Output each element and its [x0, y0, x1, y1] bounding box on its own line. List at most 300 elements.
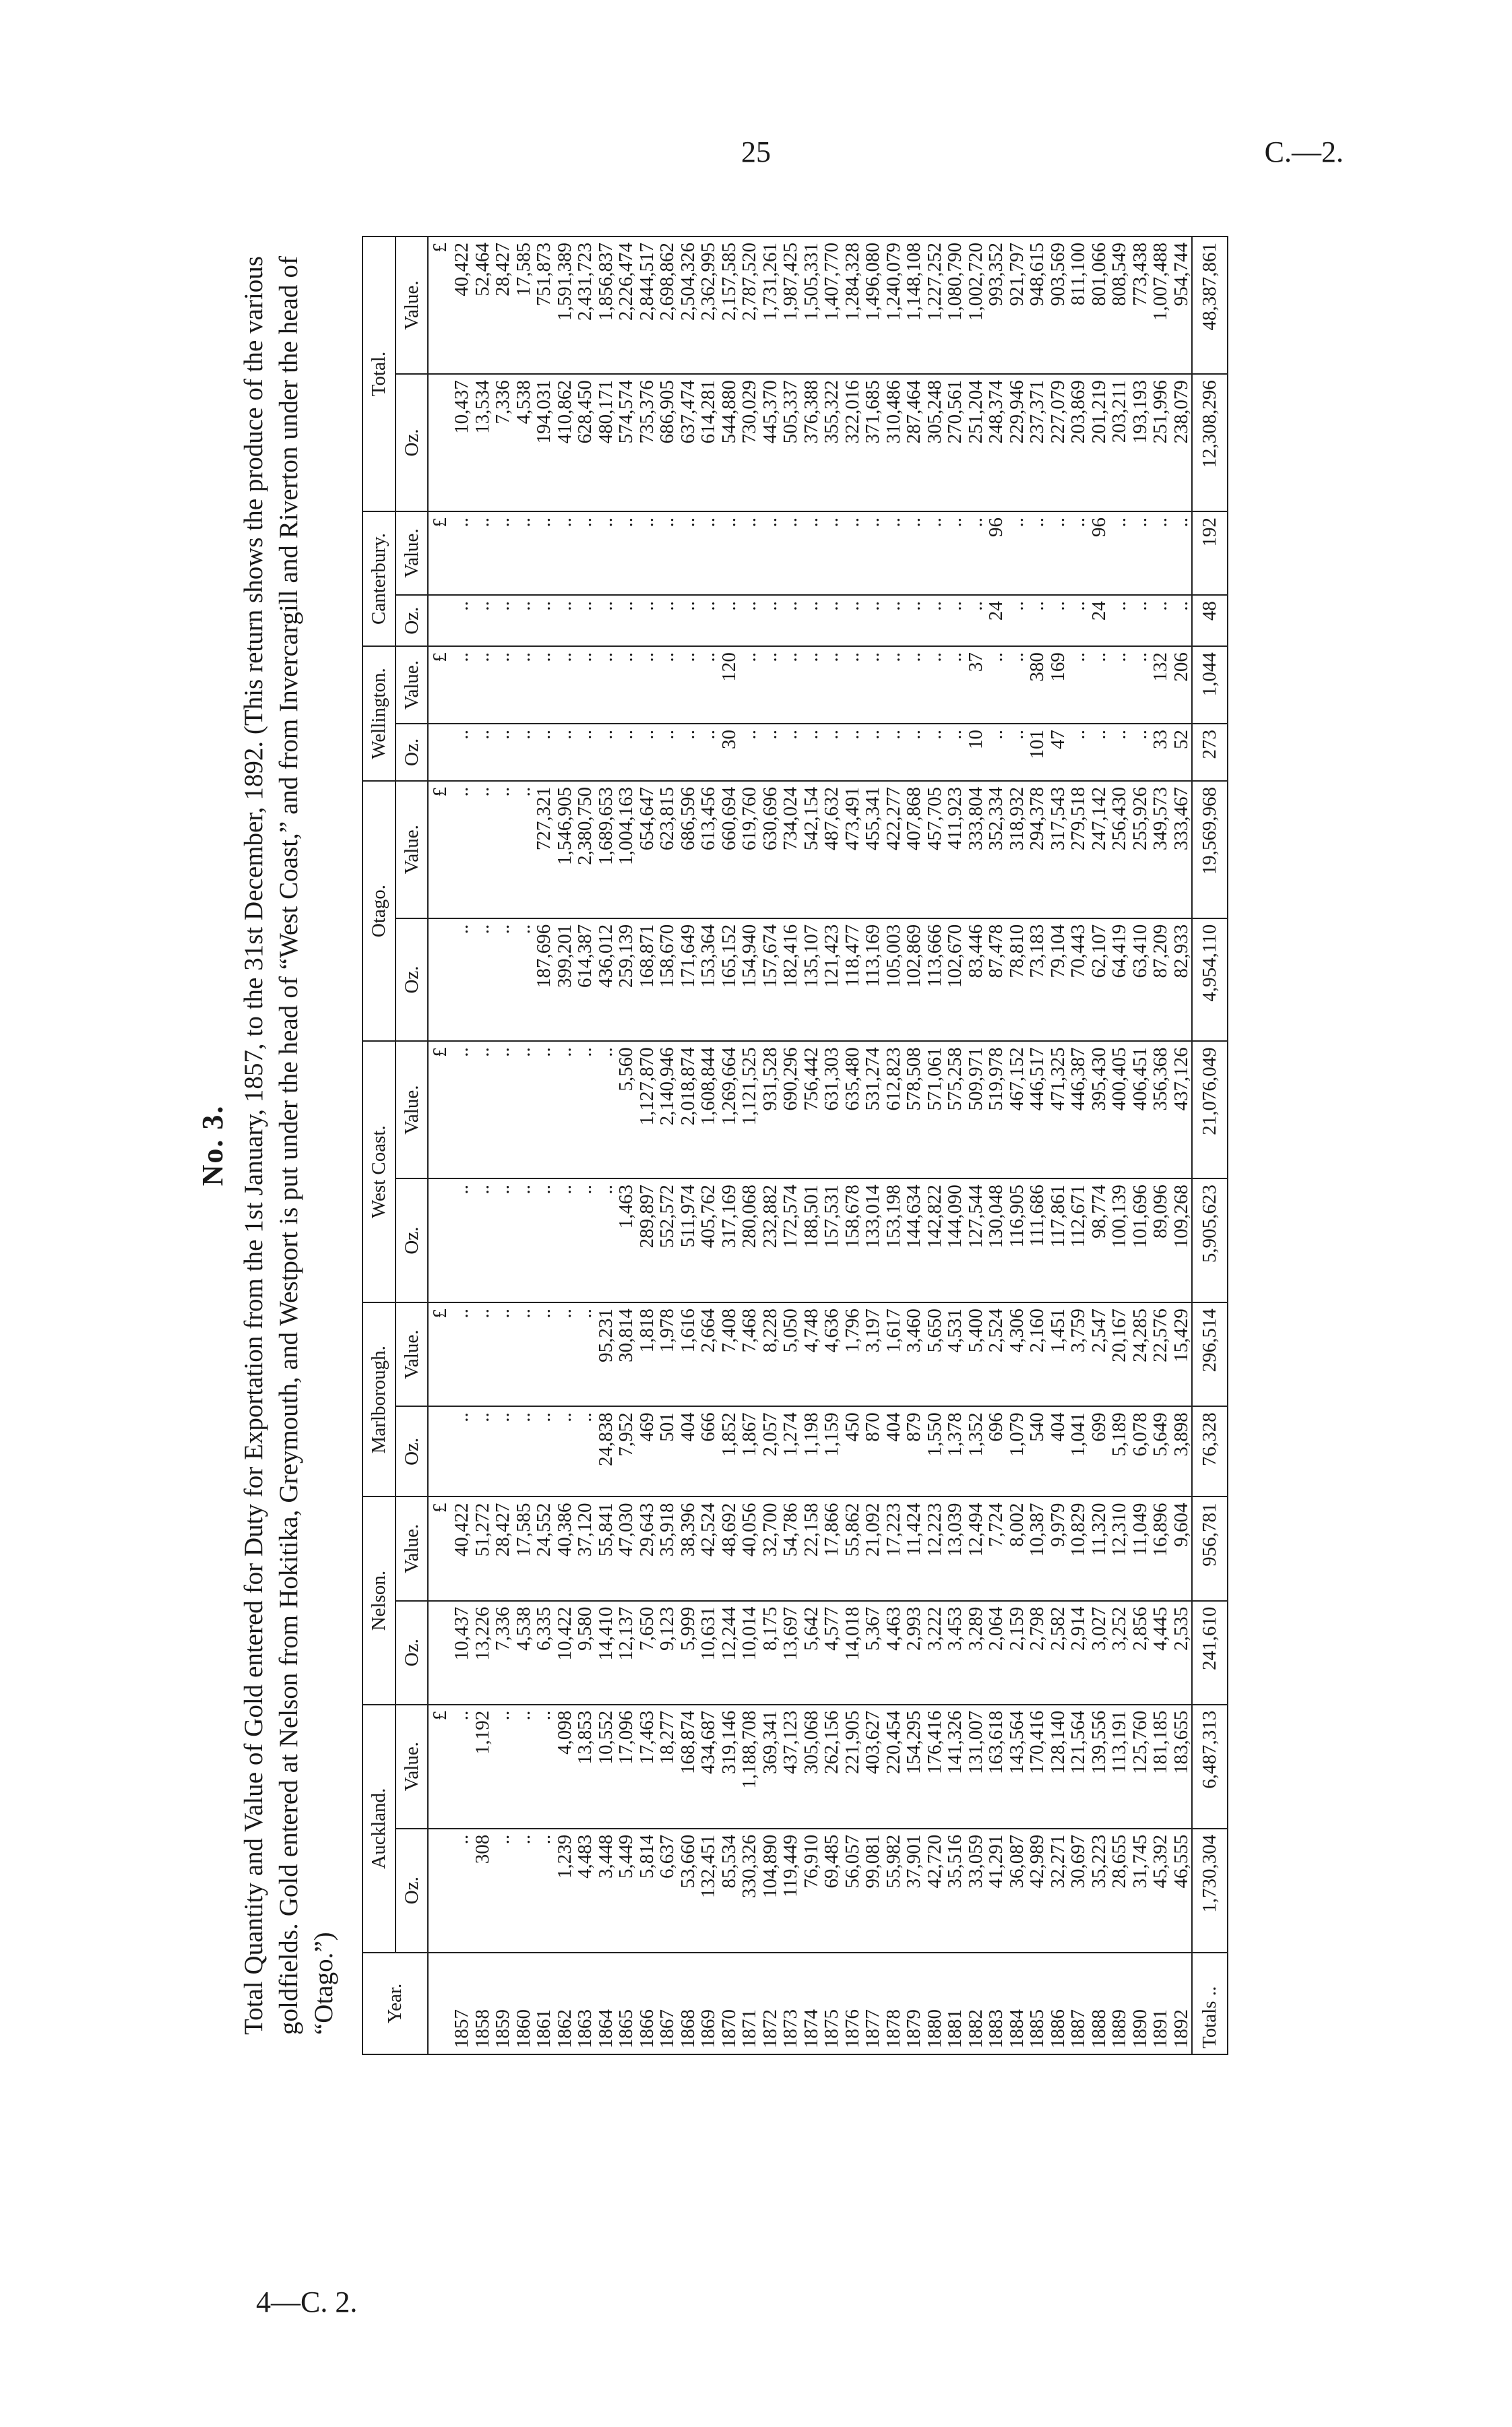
data-cell: 1,796 [842, 1302, 863, 1406]
data-cell: 36,087 [1007, 1829, 1028, 1953]
data-cell: .. [555, 1041, 575, 1178]
year-cell: 1889 [1109, 1953, 1130, 2054]
value-header: Value. [396, 237, 429, 374]
data-cell: 30 [719, 724, 740, 781]
data-cell: 32,271 [1048, 1829, 1069, 1953]
currency-cell [428, 918, 451, 1042]
data-cell: .. [1150, 595, 1171, 646]
data-cell: 111,686 [1027, 1178, 1048, 1302]
data-cell: .. [1109, 595, 1130, 646]
data-cell: .. [883, 724, 904, 781]
data-cell: 33,059 [966, 1829, 986, 1953]
data-cell: 4,577 [821, 1601, 842, 1705]
data-cell: .. [801, 511, 822, 595]
data-cell: 13,039 [945, 1496, 966, 1600]
data-cell: 171,649 [678, 918, 699, 1042]
data-cell: .. [1027, 595, 1048, 646]
data-cell: 24,838 [596, 1406, 617, 1496]
data-cell: .. [678, 646, 699, 724]
table-row [1109, 237, 1130, 2054]
data-cell: .. [1130, 724, 1151, 781]
data-cell: 1,269,664 [719, 1041, 740, 1178]
data-cell: 15,429 [1171, 1302, 1193, 1406]
data-cell: 1,608,844 [698, 1041, 719, 1178]
data-cell: 135,107 [801, 918, 822, 1042]
data-cell: 552,572 [657, 1178, 678, 1302]
year-cell: 1885 [1027, 1953, 1048, 2054]
data-cell: .. [637, 724, 658, 781]
data-cell: .. [555, 1406, 575, 1496]
data-cell: .. [1130, 595, 1151, 646]
data-cell: 1,188,708 [739, 1705, 760, 1829]
data-cell: .. [739, 646, 760, 724]
data-cell: .. [924, 595, 945, 646]
total-cell: 76,328 [1192, 1406, 1228, 1496]
data-cell: 133,014 [862, 1178, 883, 1302]
group-header: Wellington. [363, 646, 396, 781]
data-cell: 773,438 [1130, 237, 1151, 374]
data-cell: 333,804 [966, 781, 986, 918]
data-cell: 422,277 [883, 781, 904, 918]
data-cell: 3,759 [1068, 1302, 1089, 1406]
data-cell: 756,442 [801, 1041, 822, 1178]
data-cell: 2,362,995 [698, 237, 719, 374]
table-row [719, 237, 740, 2054]
data-cell: 801,066 [1089, 237, 1110, 374]
data-cell: 248,374 [986, 374, 1007, 511]
table-row [1048, 237, 1069, 2054]
data-cell: 13,697 [780, 1601, 801, 1705]
data-cell: 14,410 [596, 1601, 617, 1705]
data-cell: 4,098 [555, 1705, 575, 1829]
data-cell: 22,158 [801, 1496, 822, 1600]
total-cell: 19,569,968 [1192, 781, 1228, 918]
data-cell: .. [739, 511, 760, 595]
data-cell: 446,517 [1027, 1041, 1048, 1178]
data-cell: 8,175 [760, 1601, 781, 1705]
data-cell: 3,027 [1089, 1601, 1110, 1705]
data-cell: .. [657, 646, 678, 724]
data-cell: 70,443 [1068, 918, 1089, 1042]
data-cell: 531,274 [862, 1041, 883, 1178]
data-cell: .. [513, 918, 534, 1042]
data-cell: 40,056 [739, 1496, 760, 1600]
year-cell: 1880 [924, 1953, 945, 2054]
value-header: Value. [396, 646, 429, 724]
data-cell: 1,978 [657, 1302, 678, 1406]
data-cell: 1,591,389 [555, 237, 575, 374]
table-row [1068, 237, 1089, 2054]
data-cell: .. [657, 595, 678, 646]
data-cell: 47,030 [616, 1496, 637, 1600]
data-cell: 32,700 [760, 1496, 781, 1600]
data-cell: 4,538 [513, 1601, 534, 1705]
data-cell: .. [596, 595, 617, 646]
data-cell: 99,081 [862, 1829, 883, 1953]
data-cell: 35,516 [945, 1829, 966, 1953]
data-cell: 371,685 [862, 374, 883, 511]
data-cell: 251,996 [1150, 374, 1171, 511]
data-cell: .. [575, 595, 596, 646]
data-cell: 221,905 [842, 1705, 863, 1829]
data-cell: .. [1048, 595, 1069, 646]
data-cell: 120 [719, 646, 740, 724]
data-cell: .. [780, 724, 801, 781]
data-cell: 2,698,862 [657, 237, 678, 374]
data-cell: 29,643 [637, 1496, 658, 1600]
data-cell: 28,655 [1109, 1829, 1130, 1953]
year-cell: 1877 [862, 1953, 883, 2054]
data-cell: 2,798 [1027, 1601, 1048, 1705]
data-cell: 201,219 [1089, 374, 1110, 511]
data-cell: 6,637 [657, 1829, 678, 1953]
data-cell: 1,274 [780, 1406, 801, 1496]
data-cell: 7,952 [616, 1406, 637, 1496]
data-cell: .. [493, 511, 513, 595]
data-cell: 4,531 [945, 1302, 966, 1406]
data-cell: .. [760, 646, 781, 724]
year-cell: 1874 [801, 1953, 822, 2054]
data-cell: 10,422 [555, 1601, 575, 1705]
data-cell: 406,451 [1130, 1041, 1151, 1178]
data-cell: 172,574 [780, 1178, 801, 1302]
data-cell: 399,201 [555, 918, 575, 1042]
oz-header: Oz. [396, 374, 429, 511]
data-cell: 279,518 [1068, 781, 1089, 918]
data-cell: .. [575, 1178, 596, 1302]
data-cell: 14,018 [842, 1601, 863, 1705]
data-cell: 238,079 [1171, 374, 1193, 511]
total-cell: 296,514 [1192, 1302, 1228, 1406]
table-row [1150, 237, 1171, 2054]
table-row [966, 237, 986, 2054]
data-cell: 1,463 [616, 1178, 637, 1302]
data-cell: 376,388 [801, 374, 822, 511]
data-cell: 1,121,525 [739, 1041, 760, 1178]
year-cell: 1881 [945, 1953, 966, 2054]
data-cell: 55,841 [596, 1496, 617, 1600]
data-cell: 578,508 [904, 1041, 924, 1178]
data-cell: .. [904, 646, 924, 724]
data-cell: 2,159 [1007, 1601, 1028, 1705]
data-cell: 1,852 [719, 1406, 740, 1496]
data-cell: .. [451, 1406, 472, 1496]
data-cell: .. [472, 595, 493, 646]
data-cell: .. [780, 646, 801, 724]
data-cell: 4,306 [1007, 1302, 1028, 1406]
data-cell: .. [493, 1178, 513, 1302]
data-cell: 1,004,163 [616, 781, 637, 918]
document-reference: C.—2. [1264, 135, 1344, 168]
data-cell: .. [739, 595, 760, 646]
data-cell: 280,068 [739, 1178, 760, 1302]
table-row [842, 237, 863, 2054]
data-cell: 407,868 [904, 781, 924, 918]
data-cell: 62,107 [1089, 918, 1110, 1042]
data-cell: 921,797 [1007, 237, 1028, 374]
data-cell: 5,999 [678, 1601, 699, 1705]
table-row [904, 237, 924, 2054]
data-cell: .. [780, 511, 801, 595]
data-cell: 9,580 [575, 1601, 596, 1705]
table-row [739, 237, 760, 2054]
value-header: Value. [396, 1496, 429, 1600]
table-row [493, 237, 513, 2054]
data-cell: .. [1068, 724, 1089, 781]
data-cell: 194,031 [534, 374, 555, 511]
group-header: West Coast. [363, 1041, 396, 1302]
data-cell: 169 [1048, 646, 1069, 724]
data-cell: 310,486 [883, 374, 904, 511]
data-cell: .. [657, 724, 678, 781]
data-cell: 1,080,790 [945, 237, 966, 374]
data-cell: .. [472, 1302, 493, 1406]
data-cell: 1,451 [1048, 1302, 1069, 1406]
data-cell: 501 [657, 1406, 678, 1496]
rotated-table-block [195, 236, 1228, 2055]
data-cell: 405,762 [698, 1178, 719, 1302]
data-cell: 251,204 [966, 374, 986, 511]
data-cell: 349,573 [1150, 781, 1171, 918]
year-cell: 1882 [966, 1953, 986, 2054]
data-cell: 879 [904, 1406, 924, 1496]
data-cell: 144,090 [945, 1178, 966, 1302]
data-cell: 153,198 [883, 1178, 904, 1302]
data-cell: 5,189 [1109, 1406, 1130, 1496]
data-cell: .. [678, 724, 699, 781]
total-cell: 12,308,296 [1192, 374, 1228, 511]
data-cell: 78,810 [1007, 918, 1028, 1042]
data-cell: 102,670 [945, 918, 966, 1042]
data-cell: .. [513, 1302, 534, 1406]
data-cell: 37 [966, 646, 986, 724]
data-cell: .. [1007, 724, 1028, 781]
data-cell: 1,689,653 [596, 781, 617, 918]
data-cell: 1,127,870 [637, 1041, 658, 1178]
data-cell: 188,501 [801, 1178, 822, 1302]
table-row [534, 237, 555, 2054]
data-cell: 1,987,425 [780, 237, 801, 374]
data-cell: .. [1109, 724, 1130, 781]
data-cell: 487,632 [821, 781, 842, 918]
data-cell: .. [1089, 724, 1110, 781]
total-cell: 192 [1192, 511, 1228, 595]
year-cell: 1861 [534, 1953, 555, 2054]
oz-header: Oz. [396, 1829, 429, 1953]
currency-cell [428, 724, 451, 781]
data-cell: 1,352 [966, 1406, 986, 1496]
data-cell: 509,971 [966, 1041, 986, 1178]
data-cell: .. [966, 511, 986, 595]
data-cell: 11,424 [904, 1496, 924, 1600]
table-row [472, 237, 493, 2054]
data-cell: .. [534, 1406, 555, 1496]
data-cell: 17,223 [883, 1496, 904, 1600]
data-cell: .. [760, 595, 781, 646]
data-cell: .. [801, 646, 822, 724]
data-cell: 24,285 [1130, 1302, 1151, 1406]
data-cell: 183,655 [1171, 1705, 1193, 1829]
oz-header: Oz. [396, 1406, 429, 1496]
data-cell: 139,556 [1089, 1705, 1110, 1829]
table-row [513, 237, 534, 2054]
year-cell: 1865 [616, 1953, 637, 2054]
data-cell: 7,724 [986, 1496, 1007, 1600]
year-cell: 1859 [493, 1953, 513, 2054]
table-row [1171, 237, 1193, 2054]
data-cell: 132 [1150, 646, 1171, 724]
data-cell: 630,696 [760, 781, 781, 918]
data-cell: .. [575, 724, 596, 781]
data-cell: 11,049 [1130, 1496, 1151, 1600]
data-cell: .. [472, 724, 493, 781]
data-cell: 355,322 [821, 374, 842, 511]
data-cell: 17,096 [616, 1705, 637, 1829]
data-cell: 130,048 [986, 1178, 1007, 1302]
data-cell: .. [451, 781, 472, 918]
data-cell: .. [904, 724, 924, 781]
data-cell: 31,745 [1130, 1829, 1151, 1953]
data-cell: 35,918 [657, 1496, 678, 1600]
data-cell: .. [698, 595, 719, 646]
data-cell: .. [534, 1178, 555, 1302]
data-cell: 1,159 [821, 1406, 842, 1496]
data-cell: 52 [1171, 724, 1193, 781]
data-cell: 7,336 [493, 1601, 513, 1705]
data-cell: .. [493, 1041, 513, 1178]
table-row [1007, 237, 1028, 2054]
data-cell: 619,760 [739, 781, 760, 918]
data-cell: 2,524 [986, 1302, 1007, 1406]
data-cell: 6,335 [534, 1601, 555, 1705]
data-cell: .. [842, 511, 863, 595]
total-cell: 241,610 [1192, 1601, 1228, 1705]
data-cell: 1,496,080 [862, 237, 883, 374]
data-cell: 404 [1048, 1406, 1069, 1496]
data-cell: 954,744 [1171, 237, 1193, 374]
table-row [986, 237, 1007, 2054]
data-cell: 403,627 [862, 1705, 883, 1829]
data-cell: .. [842, 595, 863, 646]
oz-header: Oz. [396, 918, 429, 1042]
data-cell: 450 [842, 1406, 863, 1496]
data-cell: 85,534 [719, 1829, 740, 1953]
data-cell: .. [451, 1178, 472, 1302]
data-cell: 1,505,331 [801, 237, 822, 374]
data-cell: 113,666 [924, 918, 945, 1042]
data-cell: 294,378 [1027, 781, 1048, 918]
table-row [760, 237, 781, 2054]
data-cell: 227,079 [1048, 374, 1069, 511]
data-cell: .. [513, 724, 534, 781]
data-cell: 287,464 [904, 374, 924, 511]
data-cell: .. [596, 1041, 617, 1178]
data-cell: 10,552 [596, 1705, 617, 1829]
data-cell: 2,844,517 [637, 237, 658, 374]
data-cell: 1,192 [472, 1705, 493, 1829]
data-cell: 158,670 [657, 918, 678, 1042]
data-cell: 637,474 [678, 374, 699, 511]
data-cell: .. [596, 724, 617, 781]
total-cell: 21,076,049 [1192, 1041, 1228, 1178]
data-cell: .. [862, 511, 883, 595]
data-cell: 735,376 [637, 374, 658, 511]
data-cell: .. [451, 724, 472, 781]
data-cell: 8,228 [760, 1302, 781, 1406]
total-cell: 4,954,110 [1192, 918, 1228, 1042]
data-cell: 165,152 [719, 918, 740, 1042]
table-row [575, 237, 596, 2054]
data-cell: .. [966, 595, 986, 646]
data-cell: 5,050 [780, 1302, 801, 1406]
data-cell: 21,092 [862, 1496, 883, 1600]
data-cell: .. [862, 595, 883, 646]
currency-symbol: £ [428, 1041, 451, 1178]
data-cell: 931,528 [760, 1041, 781, 1178]
data-cell: 2,856 [1130, 1601, 1151, 1705]
data-cell: .. [657, 511, 678, 595]
data-cell: 157,531 [821, 1178, 842, 1302]
data-cell: .. [451, 918, 472, 1042]
data-cell: 48,692 [719, 1496, 740, 1600]
data-cell: 2,064 [986, 1601, 1007, 1705]
data-cell: 686,905 [657, 374, 678, 511]
data-cell: 654,647 [637, 781, 658, 918]
data-cell: 73,183 [1027, 918, 1048, 1042]
data-cell: 87,209 [1150, 918, 1171, 1042]
data-cell: 41,291 [986, 1829, 1007, 1953]
table-row [862, 237, 883, 2054]
data-cell: 121,423 [821, 918, 842, 1042]
data-cell: .. [986, 646, 1007, 724]
data-cell: .. [493, 595, 513, 646]
total-cell: 5,905,623 [1192, 1178, 1228, 1302]
data-cell: 119,449 [780, 1829, 801, 1953]
data-cell: 9,123 [657, 1601, 678, 1705]
data-cell: .. [513, 1178, 534, 1302]
data-cell: 4,445 [1150, 1601, 1171, 1705]
data-cell: 18,277 [657, 1705, 678, 1829]
data-cell: .. [555, 646, 575, 724]
data-cell: .. [472, 781, 493, 918]
data-cell: 305,068 [801, 1705, 822, 1829]
data-cell: 751,873 [534, 237, 555, 374]
data-cell: 247,142 [1089, 781, 1110, 918]
data-cell: .. [1007, 595, 1028, 646]
data-cell: 101,696 [1130, 1178, 1151, 1302]
data-cell: 64,419 [1109, 918, 1130, 1042]
data-cell: .. [493, 781, 513, 918]
table-row [1130, 237, 1151, 2054]
data-cell: 40,386 [555, 1496, 575, 1600]
data-cell: .. [1171, 511, 1193, 595]
table-intro: Total Quantity and Value of Gold entered for Duty for Exportation from the 1st January, 1857, to the 31st December, 1892. (This return shows the produce of the various goldfields. Gold entered at Nelson from Hokitika, Greymouth, and Westport is put under the head of “West Coast,” and from Invercargill and Riverton under the head of “Otago.”) [239, 256, 338, 2035]
data-cell: 369,341 [760, 1705, 781, 1829]
data-cell: .. [555, 595, 575, 646]
data-cell: 542,154 [801, 781, 822, 918]
data-cell: 455,341 [862, 781, 883, 918]
data-cell: 187,696 [534, 918, 555, 1042]
data-cell: 480,171 [596, 374, 617, 511]
data-cell: 356,368 [1150, 1041, 1171, 1178]
data-cell: 9,604 [1171, 1496, 1193, 1600]
data-cell: .. [451, 1829, 472, 1953]
data-cell: 1,856,837 [596, 237, 617, 374]
data-cell: .. [883, 646, 904, 724]
table-row [555, 237, 575, 2054]
data-cell: .. [698, 646, 719, 724]
data-cell: .. [862, 724, 883, 781]
